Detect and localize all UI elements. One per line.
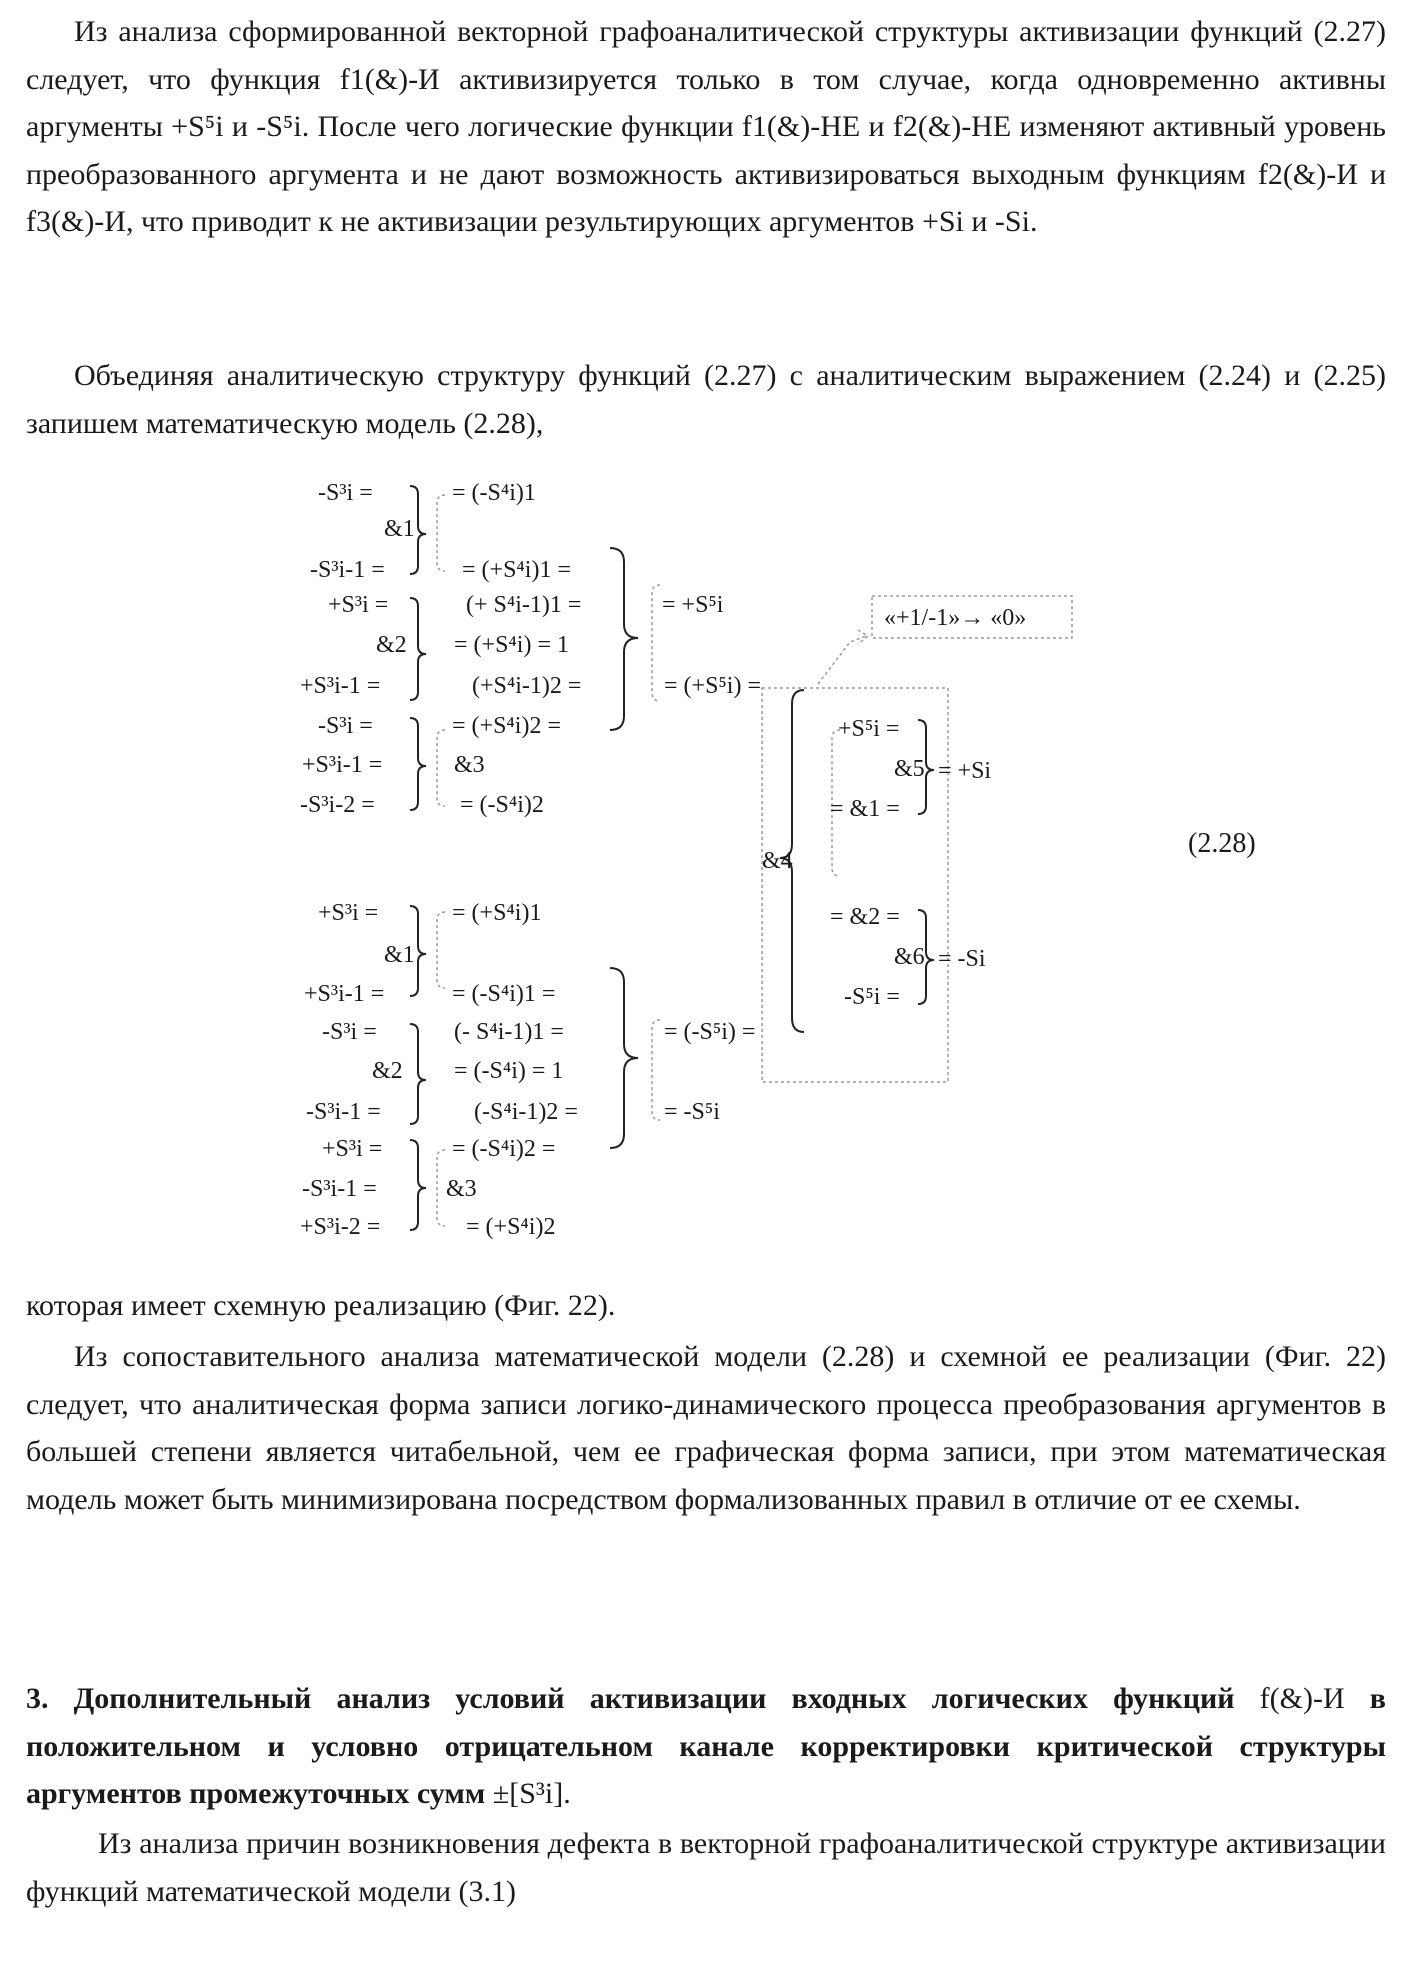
- paragraph-2-text: Объединяя аналитическую структуру функций (2.27) с аналитическим выражением (2.24) и (2.25) запишем математическую модель (2.28),: [26, 359, 1386, 440]
- formula-top-row: -S³i-2 =: [300, 792, 375, 818]
- formula-2-28: [0, 0, 1401, 1961]
- paragraph-4: [26, 1333, 1386, 1523]
- group2-term: -S⁵i =: [844, 984, 900, 1010]
- equation-number: (2.28): [1188, 828, 1256, 859]
- formula-bottom-mid: = (-S⁴i)2 =: [452, 1136, 555, 1162]
- formula-top-row: &2: [376, 632, 407, 658]
- dotted-bracket: [832, 730, 840, 876]
- formula-bottom-mid: (- S⁴i-1)1 =: [454, 1019, 564, 1045]
- formula-bottom-mid: = (+S⁴i)2: [466, 1214, 555, 1240]
- arrow-head: [858, 630, 868, 644]
- formula-top-row: -S³i =: [318, 713, 373, 739]
- formula-top-out: = (+S⁵i) =: [664, 673, 761, 699]
- formula-top-mid: = (-S⁴i)1: [452, 480, 536, 506]
- section-3-heading: [26, 1675, 1386, 1818]
- formula-bottom-row: +S³i-1 =: [304, 981, 384, 1007]
- heading-normal-a: f(&)-И: [1235, 1682, 1370, 1715]
- group1-term: = &1 =: [830, 796, 900, 822]
- brace-bottom-2: [410, 1024, 426, 1124]
- formula-top-row: +S³i-1 =: [302, 752, 382, 778]
- formula-top-out: = +S⁵i: [662, 592, 724, 618]
- formula-bottom-row: &2: [372, 1058, 403, 1084]
- dotted-bracket: [437, 495, 445, 571]
- formula-bottom-row: &1: [384, 942, 415, 968]
- formula-top-mid: = (+S⁴i)2 =: [452, 713, 561, 739]
- paragraph-3: [26, 1282, 1386, 1330]
- formula-top-row: &1: [384, 516, 415, 542]
- formula-top-row: -S³i =: [318, 480, 373, 506]
- formula-top-row: +S³i-1 =: [300, 673, 380, 699]
- formula-bottom-mid: (-S⁴i-1)2 =: [474, 1099, 578, 1125]
- dotted-bracket: [652, 1020, 660, 1120]
- brace-bottom-1: [410, 906, 426, 996]
- group1-term: +S⁵i =: [838, 716, 899, 742]
- group1-term: &5: [894, 756, 925, 782]
- paragraph-4-text: Из сопоставительного анализа математической модели (2.28) и схемной ее реализации (Фиг. 22) следует, что аналитическая форма записи логико-динамического процесса преобразования аргументов в большей степени является читабельной, чем ее графическая форма записи, при этом математическая модель может быть минимизирована посредством формализованных правил в отличие от ее схемы.: [26, 1340, 1386, 1516]
- brace-amp4: [780, 690, 804, 1032]
- formula-bottom-row: +S³i =: [322, 1136, 382, 1162]
- formula-right-block: [762, 596, 1256, 1082]
- brace-bottom-big: [610, 968, 638, 1148]
- output-box-label: «+1/-1»→ «0»: [884, 605, 1026, 631]
- amp4-label: &4: [762, 848, 793, 874]
- brace-amp5: [918, 720, 934, 814]
- formula-bottom-mid: &3: [446, 1176, 477, 1202]
- formula-bottom-row: -S³i-1 =: [302, 1176, 377, 1202]
- paragraph-6: [26, 1820, 1386, 1915]
- formula-bottom-row: -S³i-1 =: [306, 1099, 381, 1125]
- formula-top-block: [300, 480, 761, 818]
- formula-bottom-out: = (-S⁵i) =: [664, 1019, 755, 1045]
- formula-top-mid: = (-S⁴i)2: [460, 792, 544, 818]
- formula-bottom-mid: = (-S⁴i)1 =: [452, 981, 555, 1007]
- dotted-region: [762, 688, 948, 1082]
- brace-top-3: [410, 718, 426, 810]
- heading-part-a: 3. Дополнительный анализ условий активизации входных логических функций: [26, 1682, 1235, 1715]
- formula-top-row: -S³i-1 =: [310, 557, 385, 583]
- group1-result: = +Si: [938, 758, 991, 784]
- brace-top-big: [610, 548, 638, 730]
- formula-top-mid: &3: [454, 752, 485, 778]
- brace-top-1: [410, 486, 426, 574]
- dotted-bracket: [437, 1150, 445, 1226]
- formula-bottom-mid: = (+S⁴i)1: [452, 900, 541, 926]
- paragraph-1-text: Из анализа сформированной векторной графоаналитической структуры активизации функций (2.27) следует, что функция f1(&)-И активизируется только в том случае, когда одновременно активны аргументы +S⁵i и -S⁵i. После чего логические функции f1(&)-НЕ и f2(&)-НЕ изменяют активный уровень преобразованного аргумента и не дают возможность активизироваться выходным функциям f2(&)-И и f3(&)-И, что приводит к не активизации результирующих аргументов +Si и -Si.: [26, 15, 1386, 238]
- dotted-bracket: [652, 585, 660, 701]
- paragraph-1: [26, 8, 1386, 246]
- arrow-line: [818, 636, 866, 684]
- brace-amp6: [918, 910, 934, 1004]
- formula-bottom-row: -S³i =: [322, 1019, 377, 1045]
- formula-bottom-out: = -S⁵i: [664, 1099, 720, 1125]
- heading-normal-b: ±[S³i].: [485, 1777, 570, 1810]
- brace-top-2: [410, 598, 426, 700]
- group2-term: &6: [894, 944, 925, 970]
- output-box: [872, 596, 1072, 638]
- formula-bottom-block: [300, 900, 755, 1240]
- paragraph-6-text: Из анализа причин возникновения дефекта в векторной графоаналитической структуре активизации функций математической модели (3.1): [26, 1827, 1386, 1908]
- heading-part-b: в положительном и условно отрицательном канале корректировки критической структуры аргументов промежуточных сумм: [26, 1682, 1386, 1810]
- formula-bottom-mid: = (-S⁴i) = 1: [454, 1058, 563, 1084]
- formula-top-mid: (+ S⁴i-1)1 =: [466, 592, 581, 618]
- formula-top-mid: = (+S⁴i)1 =: [462, 557, 571, 583]
- formula-bottom-row: +S³i =: [318, 900, 378, 926]
- formula-top-mid: (+S⁴i-1)2 =: [472, 673, 581, 699]
- paragraph-2: [26, 352, 1386, 447]
- group2-term: = &2 =: [830, 904, 900, 930]
- dotted-bracket: [437, 730, 445, 806]
- formula-top-mid: = (+S⁴i) = 1: [454, 632, 569, 658]
- formula-bottom-row: +S³i-2 =: [300, 1214, 380, 1240]
- brace-bottom-3: [410, 1140, 426, 1230]
- group2-result: = -Si: [938, 946, 986, 972]
- dotted-bracket: [437, 912, 445, 988]
- paragraph-3-text: которая имеет схемную реализацию (Фиг. 22).: [26, 1289, 615, 1322]
- formula-top-row: +S³i =: [328, 592, 388, 618]
